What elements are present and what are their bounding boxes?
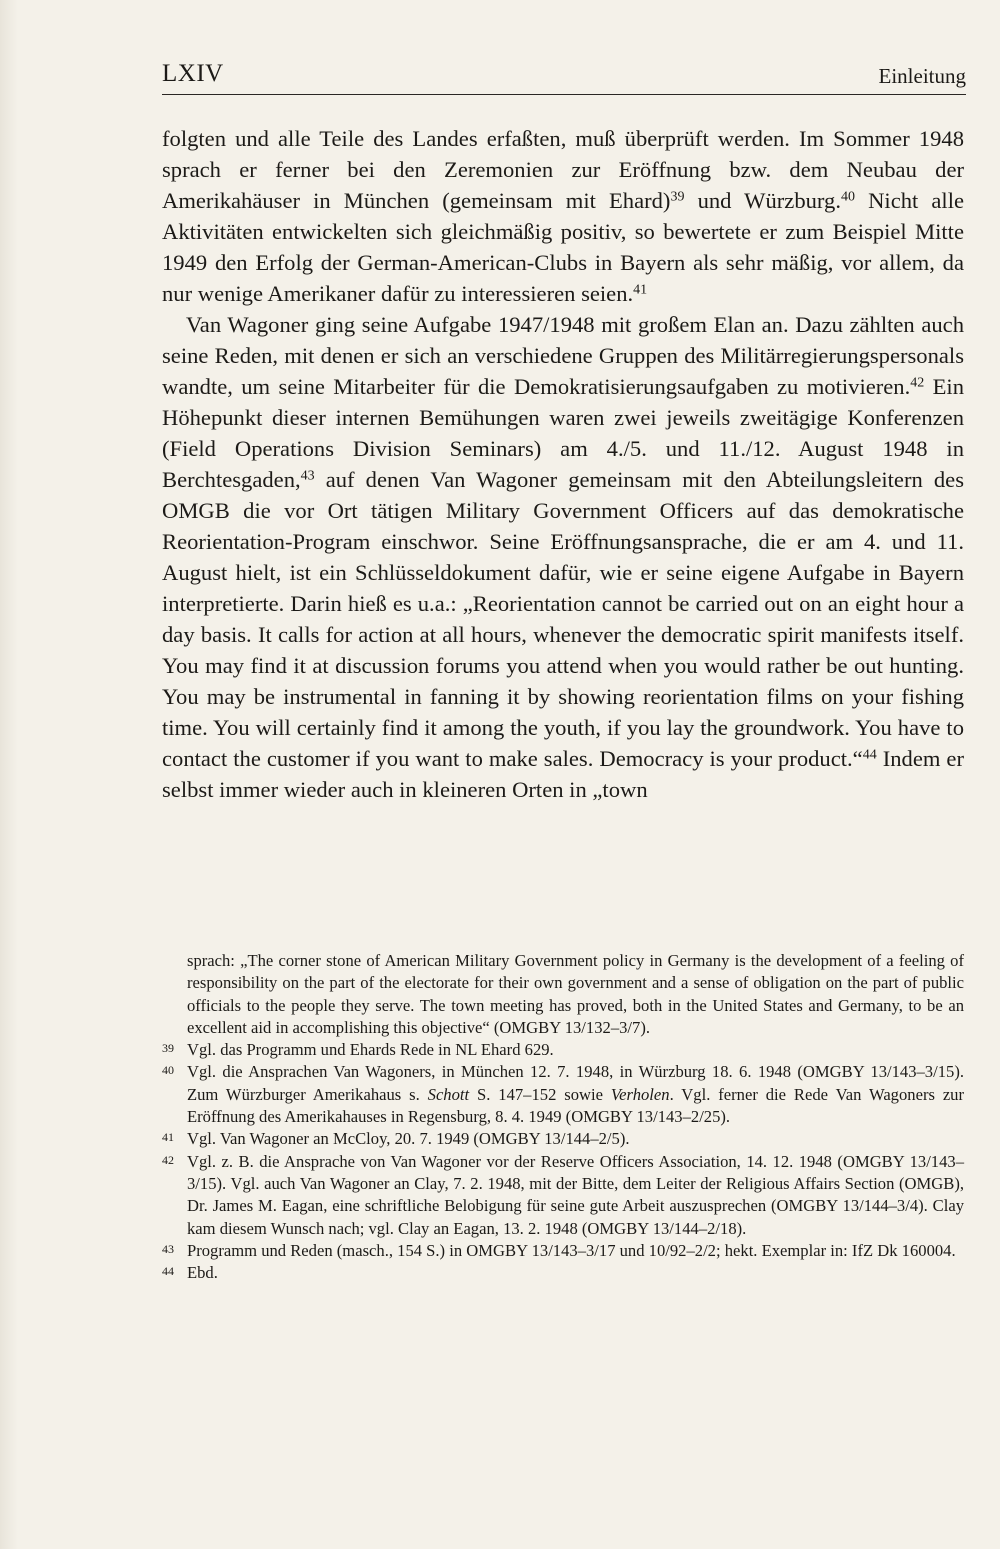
text-run: folgten und alle Teile des Landes erfaßten, muß überprüft werden. Im Sommer 1948 sprach er ferner bei den Zeremonien zur Eröffnung bzw. dem Neubau der Amerikahäuser in München (gemeinsam mit Ehard) xyxy=(162,126,964,213)
footnotes xyxy=(162,950,964,1284)
footnote-text: . Vgl. ferner die Rede Van Wagoners zur Eröffnung des Amerikahauses in Regensburg, 8. 4. 1949 (OMGBY 13/143–2/25). xyxy=(187,1084,965,1127)
running-title: Einleitung xyxy=(878,64,966,88)
footnote-39 xyxy=(162,1039,964,1061)
author-name: Schott xyxy=(427,1084,470,1104)
footnote-number: 44 xyxy=(162,1264,174,1279)
footnote-text: Vgl. die Ansprachen Van Wagoners, in München 12. 7. 1948, in Würzburg 18. 6. 1948 (OMGBY 13/143–3/15). Zum Würzburger Amerikahaus s. xyxy=(187,1062,964,1104)
body-text xyxy=(162,123,964,805)
running-head xyxy=(162,58,966,95)
page-edge xyxy=(0,0,18,1549)
footnote-41 xyxy=(162,1128,964,1150)
text-run: Indem er selbst immer wieder auch in kleineren Orten in „town xyxy=(162,746,964,802)
footnote-ref: 40 xyxy=(841,189,855,205)
footnote-44 xyxy=(162,1262,964,1284)
text-run: Nicht alle Aktivitäten entwickelten sich gleichmäßig positiv, so bewertete er zum Beispiel Mitte 1949 den Erfolg der German-American-Clubs in Bayern als sehr mäßig, vor allem, da nur wenige Amerikaner dafür zu interessieren seien. xyxy=(162,188,965,306)
footnote-text: Ebd. xyxy=(187,1263,218,1283)
footnote-40 xyxy=(162,1061,964,1128)
footnote-ref: 44 xyxy=(862,747,877,763)
footnote-number: 43 xyxy=(162,1241,174,1256)
footnote-text: Programm und Reden (masch., 154 S.) in OMGBY 13/143–3/17 und 10/92–2/2; hekt. Exemplar in: IfZ Dk 160004. xyxy=(187,1240,956,1260)
text-run: Ein Höhepunkt dieser internen Bemühungen waren zwei jeweils zweitägige Konferenzen (Field Operations Division Seminars) am 4./5. und 11./12. August 1948 in Berchtesgaden, xyxy=(162,374,964,492)
footnote-ref: 39 xyxy=(670,189,685,205)
footnote-number: 40 xyxy=(162,1063,174,1078)
footnote-ref: 42 xyxy=(910,375,925,391)
footnote-continuation: sprach: „The corner stone of American Military Government policy in Germany is the development of a feeling of responsibility on the part of the electorate for their own government and a sense of obligation on the part of public officials to the people they serve. The town meeting has proved, both in the United States and Germany, to be an excellent aid in accomplishing this objective“ (OMGBY 13/132–3/7). xyxy=(187,951,964,1037)
text-run: und Würzburg. xyxy=(684,188,841,213)
footnote-text: Vgl. Van Wagoner an McCloy, 20. 7. 1949 (OMGBY 13/144–2/5). xyxy=(187,1129,630,1149)
footnote-number: 41 xyxy=(162,1130,174,1145)
footnote-number: 42 xyxy=(162,1152,174,1167)
footnote-43 xyxy=(162,1240,964,1262)
page-number: LXIV xyxy=(162,60,224,87)
footnote-ref: 41 xyxy=(633,282,648,298)
footnote-text: Vgl. das Programm und Ehards Rede in NL Ehard 629. xyxy=(187,1040,554,1060)
footnote-42 xyxy=(162,1151,964,1240)
footnote-text: Vgl. z. B. die Ansprache von Van Wagoner vor der Reserve Officers Association, 14. 12. 1948 (OMGBY 13/143–3/15). Vgl. auch Van Wagoner an Clay, 7. 2. 1948, mit der Bitte, dem Leiter der Religious Affairs Section (OMGB), Dr. James M. Eagan, eine schriftliche Belobigung für seine gute Arbeit auszusprechen (OMGBY 13/144–3/4). Clay kam diesem Wunsch nach; vgl. Clay an Eagan, 13. 2. 1948 (OMGBY 13/144–2/18). xyxy=(187,1151,964,1238)
paragraph xyxy=(162,309,964,805)
footnote-number: 39 xyxy=(162,1041,174,1056)
author-name: Verholen xyxy=(610,1084,670,1104)
footnote-text: S. 147–152 sowie xyxy=(469,1084,611,1104)
text-run: auf denen Van Wagoner gemeinsam mit den Abteilungsleitern des OMGB die vor Ort tätigen Military Government Officers auf das demokratische Reorientation-Program einschwor. Seine Eröffnungsansprache, die er am 4. und 11. August hielt, ist ein Schlüsseldokument dafür, wie er seine eigene Aufgabe in Bayern interpretierte. Darin hieß es u.a.: „Reorientation cannot be carried out on an eight hour a day basis. It calls for action at all hours, whenever the democratic spirit manifests itself. You may find it at discussion forums you attend when you would rather be out hunting. You may be instrumental in fanning it by showing reorientation films on your fishing time. You will certainly find it among the youth, if you lay the groundwork. You have to contact the customer if you want to make sales. Democracy is your product.“ xyxy=(162,467,964,771)
footnote-ref: 43 xyxy=(300,468,315,484)
text-run: Van Wagoner ging seine Aufgabe 1947/1948 mit großem Elan an. Dazu zählten auch seine Reden, mit denen er sich an verschiedene Gruppen des Militärregierungspersonals wandte, um seine Mitarbeiter für die Demokratisierungsaufgaben zu motivieren. xyxy=(162,312,964,399)
paragraph xyxy=(162,123,964,309)
